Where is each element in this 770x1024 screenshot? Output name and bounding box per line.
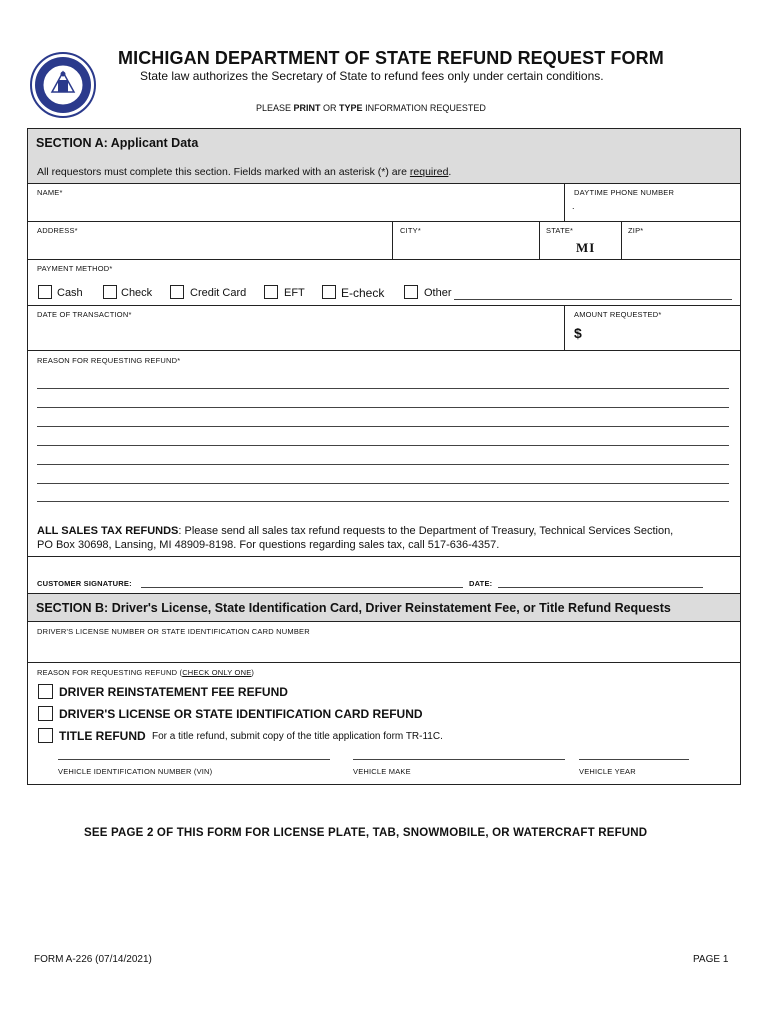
section-a-header: SECTION A: Applicant Data	[28, 129, 740, 157]
dl-number-input[interactable]	[29, 637, 737, 661]
reason-line[interactable]	[37, 501, 729, 502]
michigan-seal-logo	[30, 52, 96, 118]
zip-label: ZIP*	[628, 226, 644, 235]
payment-check-checkbox[interactable]	[103, 285, 117, 299]
vin-line[interactable]	[58, 759, 330, 760]
payment-other-input-line[interactable]	[454, 299, 732, 300]
reinstatement-fee-label: DRIVER REINSTATEMENT FEE REFUND	[59, 685, 288, 699]
section-a-instructions: All requestors must complete this section. Fields marked with an asterisk (*) are required.	[37, 166, 452, 178]
reason-line[interactable]	[37, 483, 729, 484]
customer-signature-label: CUSTOMER SIGNATURE:	[37, 579, 132, 588]
payment-echeck-label: E-check	[341, 286, 385, 300]
title-refund-note: For a title refund, submit copy of the title application form TR-11C.	[152, 731, 443, 742]
city-input[interactable]	[395, 235, 535, 257]
payment-eft-label: EFT	[284, 287, 305, 299]
state-value[interactable]: MI	[576, 240, 596, 255]
dl-id-card-refund-label: DRIVER'S LICENSE OR STATE IDENTIFICATION CARD REFUND	[59, 707, 423, 721]
city-label: CITY*	[400, 226, 422, 235]
payment-other-label: Other	[424, 287, 452, 299]
date-of-transaction-input[interactable]	[29, 321, 559, 347]
form-subtitle: State law authorizes the Secretary of State to refund fees only under certain conditions.	[140, 69, 604, 83]
phone-input[interactable]	[578, 197, 736, 219]
vehicle-make-label: VEHICLE MAKE	[353, 767, 411, 776]
phone-separator: .	[572, 201, 575, 211]
reinstatement-fee-checkbox[interactable]	[38, 684, 53, 699]
vehicle-make-line[interactable]	[353, 759, 565, 760]
reason-label: REASON FOR REQUESTING REFUND*	[37, 356, 181, 365]
amount-requested-label: AMOUNT REQUESTED*	[574, 310, 662, 319]
refund-form	[27, 128, 741, 785]
vehicle-year-line[interactable]	[579, 759, 689, 760]
sales-tax-note-line2: PO Box 30698, Lansing, MI 48909-8198. For questions regarding sales tax, call 517-636-4357.	[37, 539, 500, 551]
name-input[interactable]	[29, 197, 559, 219]
payment-echeck-checkbox[interactable]	[322, 285, 336, 299]
see-page-2-note: SEE PAGE 2 OF THIS FORM FOR LICENSE PLATE, TAB, SNOWMOBILE, OR WATERCRAFT REFUND	[84, 827, 648, 839]
name-label: NAME*	[37, 188, 63, 197]
reason-line[interactable]	[37, 464, 729, 465]
sales-tax-note: ALL SALES TAX REFUNDS: Please send all sales tax refund requests to the Department of Treasury, Technical Services Section,	[37, 525, 674, 537]
signature-date-label: DATE:	[469, 579, 493, 588]
amount-requested-input[interactable]	[588, 321, 736, 347]
payment-credit-card-label: Credit Card	[190, 287, 247, 299]
amount-dollar-sign: $	[574, 325, 582, 341]
date-of-transaction-label: DATE OF TRANSACTION*	[37, 310, 132, 319]
payment-cash-label: Cash	[57, 287, 83, 299]
section-b-reason-label: REASON FOR REQUESTING REFUND (CHECK ONLY ONE)	[37, 668, 255, 677]
payment-cash-checkbox[interactable]	[38, 285, 52, 299]
reason-line[interactable]	[37, 407, 729, 408]
reason-line[interactable]	[37, 426, 729, 427]
vehicle-year-label: VEHICLE YEAR	[579, 767, 636, 776]
section-b-header: SECTION B: Driver's License, State Identification Card, Driver Reinstatement Fee, or Title Refund Requests	[28, 594, 740, 622]
payment-other-checkbox[interactable]	[404, 285, 418, 299]
address-input[interactable]	[29, 235, 389, 257]
payment-method-label: PAYMENT METHOD*	[37, 264, 113, 273]
state-label: STATE*	[546, 226, 574, 235]
print-instructions: PLEASE PRINT OR TYPE INFORMATION REQUESTED	[256, 103, 486, 113]
payment-check-label: Check	[121, 287, 153, 299]
dl-id-card-refund-checkbox[interactable]	[38, 706, 53, 721]
zip-input[interactable]	[625, 235, 737, 257]
phone-label: DAYTIME PHONE NUMBER	[574, 188, 675, 197]
title-refund-label: TITLE REFUND	[59, 729, 146, 743]
form-title: MICHIGAN DEPARTMENT OF STATE REFUND REQUEST FORM	[118, 48, 664, 68]
dl-number-label: DRIVER'S LICENSE NUMBER OR STATE IDENTIFICATION CARD NUMBER	[37, 627, 310, 636]
signature-date-line[interactable]	[498, 587, 703, 588]
payment-credit-card-checkbox[interactable]	[170, 285, 184, 299]
title-refund-checkbox[interactable]	[38, 728, 53, 743]
address-label: ADDRESS*	[37, 226, 78, 235]
customer-signature-line[interactable]	[141, 587, 463, 588]
reason-line[interactable]	[37, 445, 729, 446]
form-id: FORM A-226 (07/14/2021)	[34, 954, 152, 965]
payment-eft-checkbox[interactable]	[264, 285, 278, 299]
page-number: PAGE 1	[693, 954, 729, 965]
vin-label: VEHICLE IDENTIFICATION NUMBER (VIN)	[58, 767, 213, 776]
reason-line[interactable]	[37, 388, 729, 389]
